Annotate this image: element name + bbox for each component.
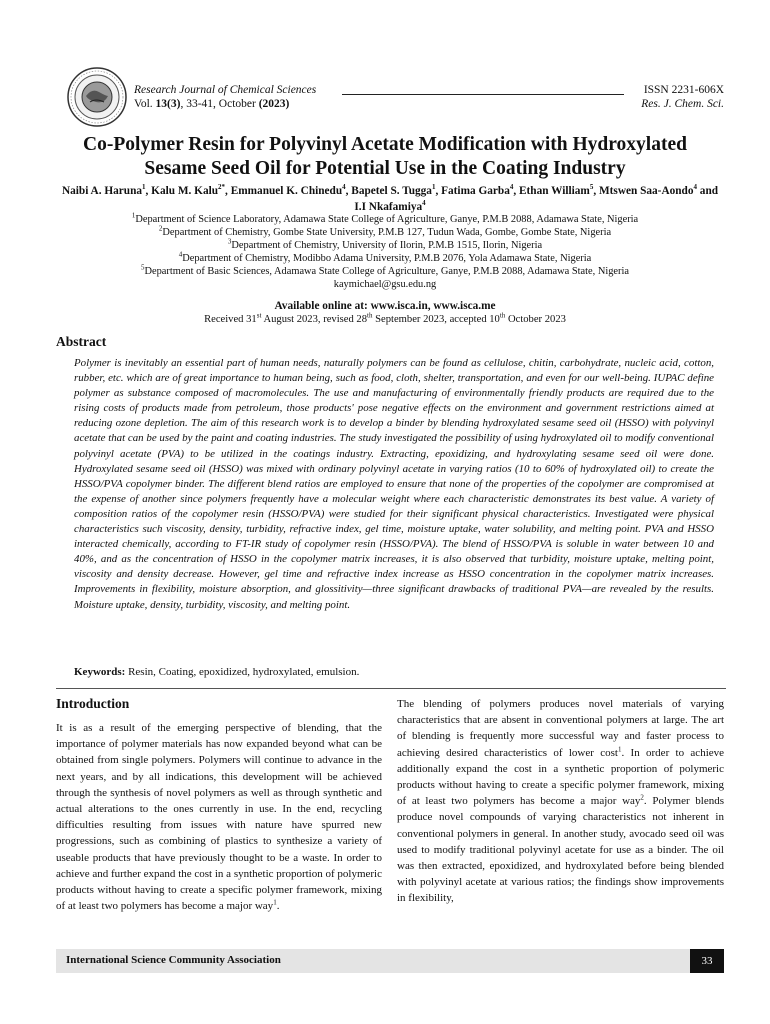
affiliation-line	[70, 213, 700, 226]
year: (2023)	[258, 98, 290, 110]
author-separator: ,	[145, 185, 152, 197]
author-separator: ,	[345, 185, 352, 197]
author-affiliation-sup: 5	[589, 183, 594, 192]
author-affiliation-sup: 4	[693, 183, 697, 192]
intro-left-end: .	[276, 900, 280, 913]
affiliation-text: Department of Science Laboratory, Adamawa State College of Agriculture, Ganye, P.M.B 2088, Adamawa State, Nigeria	[135, 214, 639, 225]
author-name: I.I Nkafamiya	[354, 201, 423, 213]
journal-header-left	[134, 83, 316, 111]
keywords-label: Keywords:	[74, 666, 126, 678]
affiliation-sup: 5	[141, 263, 145, 272]
affiliation-line	[70, 265, 700, 278]
accepted-date: October 2023	[505, 314, 566, 325]
affiliation-list	[70, 213, 700, 278]
revised-sup: th	[367, 311, 373, 320]
author-name: Bapetel S. Tugga	[351, 185, 432, 197]
title-line-2: Sesame Seed Oil for Potential Use in the Coating Industry	[144, 158, 626, 179]
intro-right-citation-1: 1	[617, 744, 622, 753]
author-affiliation-sup: 4	[342, 183, 346, 192]
affiliation-sup: 4	[178, 250, 183, 259]
journal-logo-icon	[66, 66, 128, 128]
journal-abbrev: Res. J. Chem. Sci.	[641, 98, 724, 110]
intro-left-citation: 1	[273, 898, 277, 907]
affiliation-sup: 1	[131, 211, 136, 220]
revised-text: August 2023, revised 28	[261, 314, 368, 325]
affiliation-line	[70, 226, 700, 239]
author-name: Naibi A. Haruna	[61, 185, 143, 197]
keywords-text: Resin, Coating, epoxidized, hydroxylated, emulsion.	[125, 666, 360, 678]
corresponding-email: kaymichael@gsu.edu.ng	[333, 279, 437, 291]
paper-title	[40, 133, 730, 181]
author-affiliation-sup: 4	[422, 199, 426, 208]
intro-right-p3: . Polymer blends produce novel compounds of varying characteristics not inherent in conventional polymers in general. In another study, avocado seed oil was used to modify traditional polyvinyl acetate for use as a binder. The oil was then extracted, epoxidized, and hydroxylated before being blended with polyvinyl acetate at various ratios; the findings show improvements in flexibility,	[397, 795, 724, 905]
abstract-text: Polymer is inevitably an essential part of human needs, naturally polymers can be found as cellulose, chitin, carbohydrate, nucleic acid, cotton, rubber, etc. which are of great importance to human being, such as food, cloth, shelter, transportation, and even for our well-being. IUPAC define polymer as substance composed of macromolecules. The use and manufacturing of environmentally friendly products are required due to the rising costs of products made from petroleum, those products' pose negative effects on the environment and government restrictions aimed at reducing ozone depletion. The aim of this research work is to develop a binder by blending hydroxylated sesame seed oil (HSSO) with polyvinyl acetate that can be used by the paint and coating industries. The study investigated the possibility of using hydroxylated oil to modify conventional polyvinyl acetate (PVA) to be utilized in the coatings industry. Extracting, epoxidizing, and hydroxylating sesame seed oil were done. Hydroxylated sesame seed oil (HSSO) was mixed with ordinary polyvinyl acetate in varying ratios (10 to 60% of hydroxylated oil) to create the HSSO/PVA copolymer binder. The different blend ratios are employed to ensure that none of the properties of the copolymer are compromised at the expense of another since polymers frequently have a molecular weight where each characteristic demonstrates its best value. A variety of composition ratios of the copolymer resin (HSSO/PVA) were studied for their significant physical characteristics. Investigated were physical characteristics such viscosity, density, turbidity, refractive index, gel time, moisture uptake, water solubility, and melting point. PVA and HSSO interacted chemically, according to FT-IR study of copolymer resin (HSSO/PVA). The blend of HSSO/PVA is soluble in water between 10 and 40%, and as the concentration of HSSO in the copolymer matrix increases, it is also observed that turbidity, moisture uptake, melting point, viscosity and density decrease. However, gel time and refractive index increase as HSSO concentration in the copolymer matrix increases. Improvements in flexibility, moisture absorption, and glossitivity—three significant drawbacks of traditional PVA—are revealed by the results. Moisture uptake, density, turbidity, viscosity, and melting point.	[74, 357, 714, 611]
author-affiliation-sup: 1	[431, 183, 436, 192]
author-name: Ethan William	[519, 185, 590, 197]
author-name: Mtswen Saa-Aondo	[599, 185, 694, 197]
author-separator: ,	[593, 185, 599, 197]
author-separator: ,	[435, 185, 442, 197]
accepted-text: September 2023, accepted 10	[372, 314, 500, 325]
affiliation-line	[70, 239, 700, 252]
header-rule	[342, 94, 624, 95]
affiliation-text: Department of Chemistry, Modibbo Adama University, P.M.B 2076, Yola Adamawa State, Nigeria	[182, 253, 592, 265]
available-online: Available online at: www.isca.in, www.isca.me	[274, 300, 496, 312]
author-separator: ,	[225, 185, 231, 197]
author-name: Emmanuel K. Chinedu	[230, 185, 343, 197]
pages-date: , 33-41, October	[180, 98, 256, 110]
author-name: Kalu M. Kalu	[151, 185, 219, 197]
author-name: Fatima Garba	[441, 185, 510, 197]
introduction-right-column	[397, 696, 724, 907]
intro-right-p1: The blending of polymers produces novel materials of varying characteristics that are absent in conventional polymers at large. The art of blending is frequently more successful way and faster process to achieving desired characteristics of lower cost	[397, 698, 724, 759]
publication-dates	[0, 311, 770, 325]
footer-association: International Science Community Association	[66, 954, 281, 966]
author-affiliation-sup: 4	[509, 183, 514, 192]
keywords	[74, 666, 359, 678]
title-line-1: Co-Polymer Resin for Polyvinyl Acetate Modification with Hydroxylated	[83, 134, 687, 155]
volume-issue: 13(3)	[155, 98, 181, 110]
issn: ISSN 2231-606X	[643, 84, 724, 96]
intro-right-citation-2: 2	[640, 793, 644, 802]
introduction-left-column	[56, 720, 382, 914]
page-number: 33	[690, 949, 724, 973]
affiliation-text: Department of Chemistry, University of Ilorin, P.M.B 1515, Ilorin, Nigeria	[231, 240, 543, 252]
abstract-heading: Abstract	[56, 334, 107, 349]
affiliation-line	[70, 252, 700, 265]
volume-line	[134, 97, 316, 111]
intro-left-text: It is as a result of the emerging perspective of blending, that the importance of polymer materials has now expanded beyond what can be obtained from single polymers. Polymers will continue to advance in the next years, and by all indications, this development will be achieved through the synthesis of novel polymers as well as through synthetic and actual alterations to the ones currently in use. In the end, recycling difficulties resulting from issues with nature have spurred new progressions, such as combining of plastics to synthesize a variety of useable products that have previously thought to be a waste. In order to achieve and further expand the cost in a synthetic proportion of polymeric products without having to create a specific polymer framework, mixing of at least two polymers has become a major way	[56, 722, 382, 913]
accepted-sup: th	[499, 311, 506, 320]
author-affiliation-sup: 1	[142, 183, 146, 192]
affiliations	[70, 213, 700, 292]
page-footer	[56, 949, 724, 973]
journal-name: Research Journal of Chemical Sciences	[134, 84, 317, 96]
volume-prefix: Vol.	[134, 98, 153, 110]
affiliation-text: Department of Basic Sciences, Adamawa State College of Agriculture, Ganye, P.M.B 2088, Adamawa State, Nigeria	[144, 266, 629, 278]
introduction-heading: Introduction	[56, 696, 130, 711]
author-separator: and	[696, 185, 719, 197]
affiliation-sup: 3	[227, 237, 232, 246]
affiliation-text: Department of Chemistry, Gombe State University, P.M.B 127, Tudun Wada, Gombe, Gombe State, Nigeria	[162, 227, 612, 239]
author-affiliation-sup: 2*	[218, 183, 226, 192]
affiliation-sup: 2	[158, 224, 163, 233]
received-text: Received 31	[204, 314, 257, 325]
author-list	[60, 183, 720, 215]
received-sup: st	[256, 311, 262, 320]
journal-header-right	[641, 83, 724, 111]
intro-right-p2: . In order to achieve additionally expand the cost in a synthetic proportion of polymeric products without having to create a specific polymer framework, mixing of at least two polymers has become a major way	[397, 746, 725, 808]
author-separator: ,	[513, 185, 519, 197]
section-divider	[56, 688, 726, 689]
